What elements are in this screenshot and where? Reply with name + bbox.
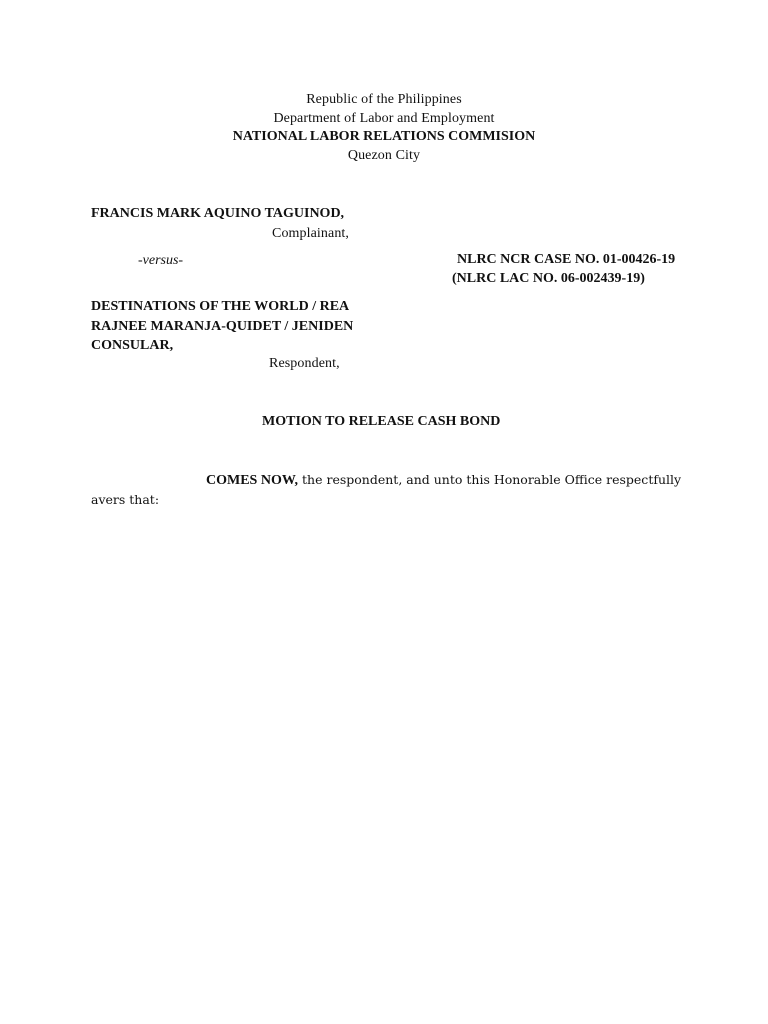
respondent-name-line3: CONSULAR, <box>91 338 174 353</box>
body-paragraph-line2: avers that: <box>91 492 160 507</box>
body-lead: COMES NOW, <box>206 473 299 488</box>
respondent-name-line2: RAJNEE MARANJA-QUIDET / JENIDEN <box>91 319 354 334</box>
respondent-role: Respondent, <box>269 356 340 371</box>
complainant-role: Complainant, <box>272 226 350 241</box>
header-commission: NATIONAL LABOR RELATIONS COMMISION <box>232 129 536 144</box>
header-department: Department of Labor and Employment <box>273 111 495 126</box>
header-republic: Republic of the Philippines <box>306 92 462 107</box>
complainant-name: FRANCIS MARK AQUINO TAGUINOD, <box>91 206 345 221</box>
body-paragraph-line1 <box>206 471 681 489</box>
body-line1-rest: the respondent, and unto this Honorable Office respectfully <box>298 472 682 487</box>
versus-label: -versus- <box>138 253 184 268</box>
case-number-ncr: NLRC NCR CASE NO. 01-00426-19 <box>457 252 676 267</box>
respondent-name-line1: DESTINATIONS OF THE WORLD / REA <box>91 299 350 314</box>
header-city: Quezon City <box>347 148 421 163</box>
document-title: MOTION TO RELEASE CASH BOND <box>262 414 501 429</box>
case-number-lac: (NLRC LAC NO. 06-002439-19) <box>452 271 645 286</box>
